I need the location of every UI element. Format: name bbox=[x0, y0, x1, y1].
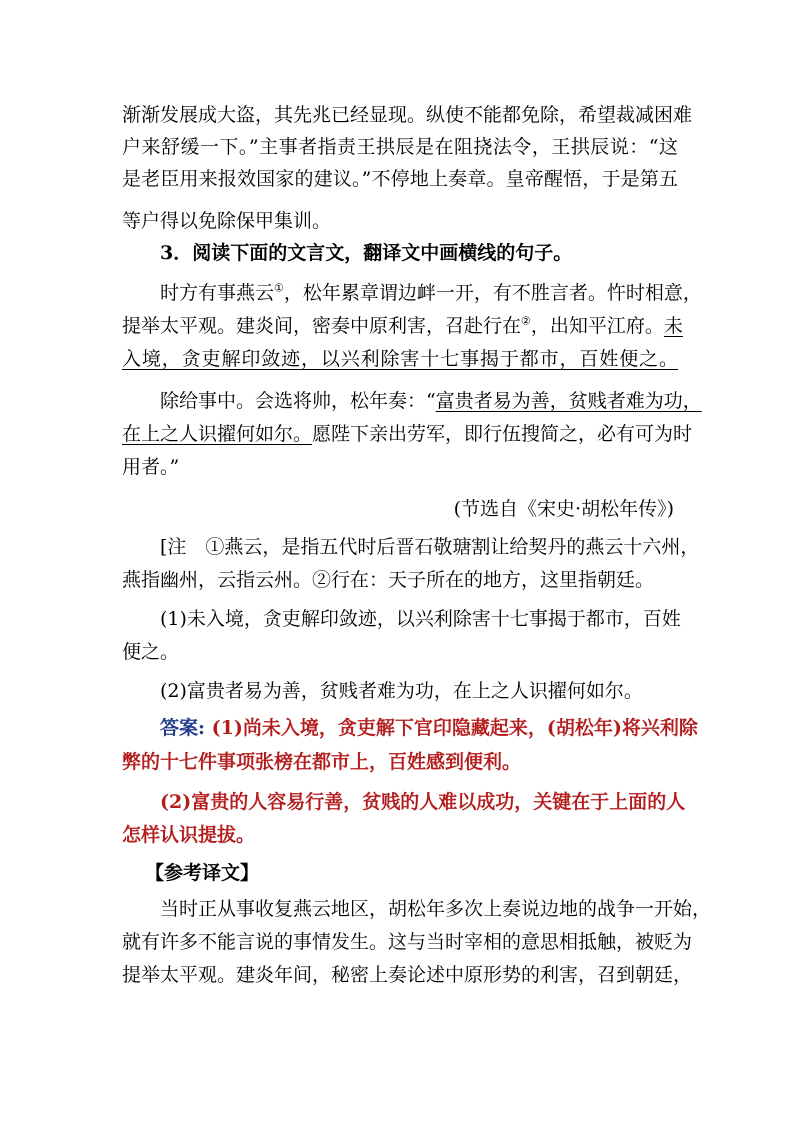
answer-line: 弊的十七件事项张榜在都市上，百姓感到便利。 bbox=[122, 751, 522, 773]
question-1-line: (1)未入境，贪吏解印敛迹，以兴利除害十七事揭于都市，百姓 bbox=[160, 608, 681, 630]
passage-line bbox=[122, 314, 683, 338]
question-1-line: 便之。 bbox=[122, 641, 180, 663]
answer-line bbox=[160, 716, 698, 740]
translation-line: 就有许多不能言说的事情发生。这与当时宰相的意思相抵触，被贬为 bbox=[122, 931, 693, 953]
answer-label: 答案 bbox=[160, 717, 199, 739]
underlined-text: 富贵者易为善，贫贱者难为功， bbox=[435, 390, 702, 412]
underlined-text: 入境，贪吏解印敛迹，以兴利除害十七事揭于都市，百姓便之。 bbox=[122, 348, 678, 370]
passage-text: 除给事中。会选将帅，松年奏：“ bbox=[160, 390, 436, 412]
source-citation: (节选自《宋史·胡松年传》) bbox=[453, 498, 674, 520]
answer-text: (1)尚未入境，贪吏解下官印隐藏起来，(胡松年)将兴利除 bbox=[211, 717, 698, 739]
translation-line: 当时正从事收复燕云地区，胡松年多次上奏说边地的战争一开始， bbox=[160, 898, 712, 920]
passage-text: 提举太平观。建炎间，密奏中原利害，召赴行在 bbox=[122, 315, 522, 337]
passage-line bbox=[122, 347, 678, 371]
text-line: 渐渐发展成大盗，其先兆已经显现。纵使不能都免除，希望裁减困难 bbox=[122, 104, 693, 126]
passage-text: 愿陛下亲出劳军，即行伍搜简之，必有可为时 bbox=[312, 423, 693, 445]
footnote-marker: ② bbox=[521, 314, 531, 328]
underlined-text: 在上之人识擢何如尔。 bbox=[122, 423, 313, 445]
text-line: 户来舒缓一下。”主事者指责王拱辰是在阻挠法令，王拱辰说：“这 bbox=[122, 136, 678, 158]
passage-text: ，松年累章谓边衅一开，有不胜言者。忤时相意， bbox=[283, 282, 702, 304]
question-3-title: 3．阅读下面的文言文，翻译文中画横线的句子。 bbox=[160, 242, 573, 264]
answer-colon: : bbox=[198, 717, 212, 739]
reference-translation-title: 【参考译文】 bbox=[145, 862, 260, 884]
text-line: 等户得以免除保甲集训。 bbox=[122, 210, 332, 232]
notes-line: 燕指幽州，云指云州。②行在：天子所在的地方，这里指朝廷。 bbox=[122, 569, 655, 591]
passage-line bbox=[160, 389, 702, 413]
passage-line bbox=[160, 281, 702, 305]
answer-line: 怎样认识提拔。 bbox=[122, 824, 256, 846]
translation-line: 提举太平观。建炎年间，秘密上奏论述中原形势的利害，召到朝廷， bbox=[122, 964, 693, 986]
answer-line: (2)富贵的人容易行善，贫贱的人难以成功，关键在于上面的人 bbox=[160, 791, 686, 813]
notes-line: [注 ①燕云，是指五代时后晋石敬瑭割让给契丹的燕云十六州， bbox=[160, 536, 700, 558]
text-line: 是老臣用来报效国家的建议。”不停地上奏章。皇帝醒悟，于是第五 bbox=[122, 168, 678, 190]
passage-line bbox=[122, 422, 693, 446]
underlined-text: 未 bbox=[663, 315, 683, 337]
footnote-marker: ① bbox=[274, 281, 284, 295]
question-2: (2)富贵者易为善，贫贱者难为功，在上之人识擢何如尔。 bbox=[160, 680, 643, 702]
passage-line: 用者。” bbox=[122, 456, 180, 478]
passage-text: ，出知平江府。 bbox=[530, 315, 664, 337]
passage-text: 时方有事燕云 bbox=[160, 282, 275, 304]
